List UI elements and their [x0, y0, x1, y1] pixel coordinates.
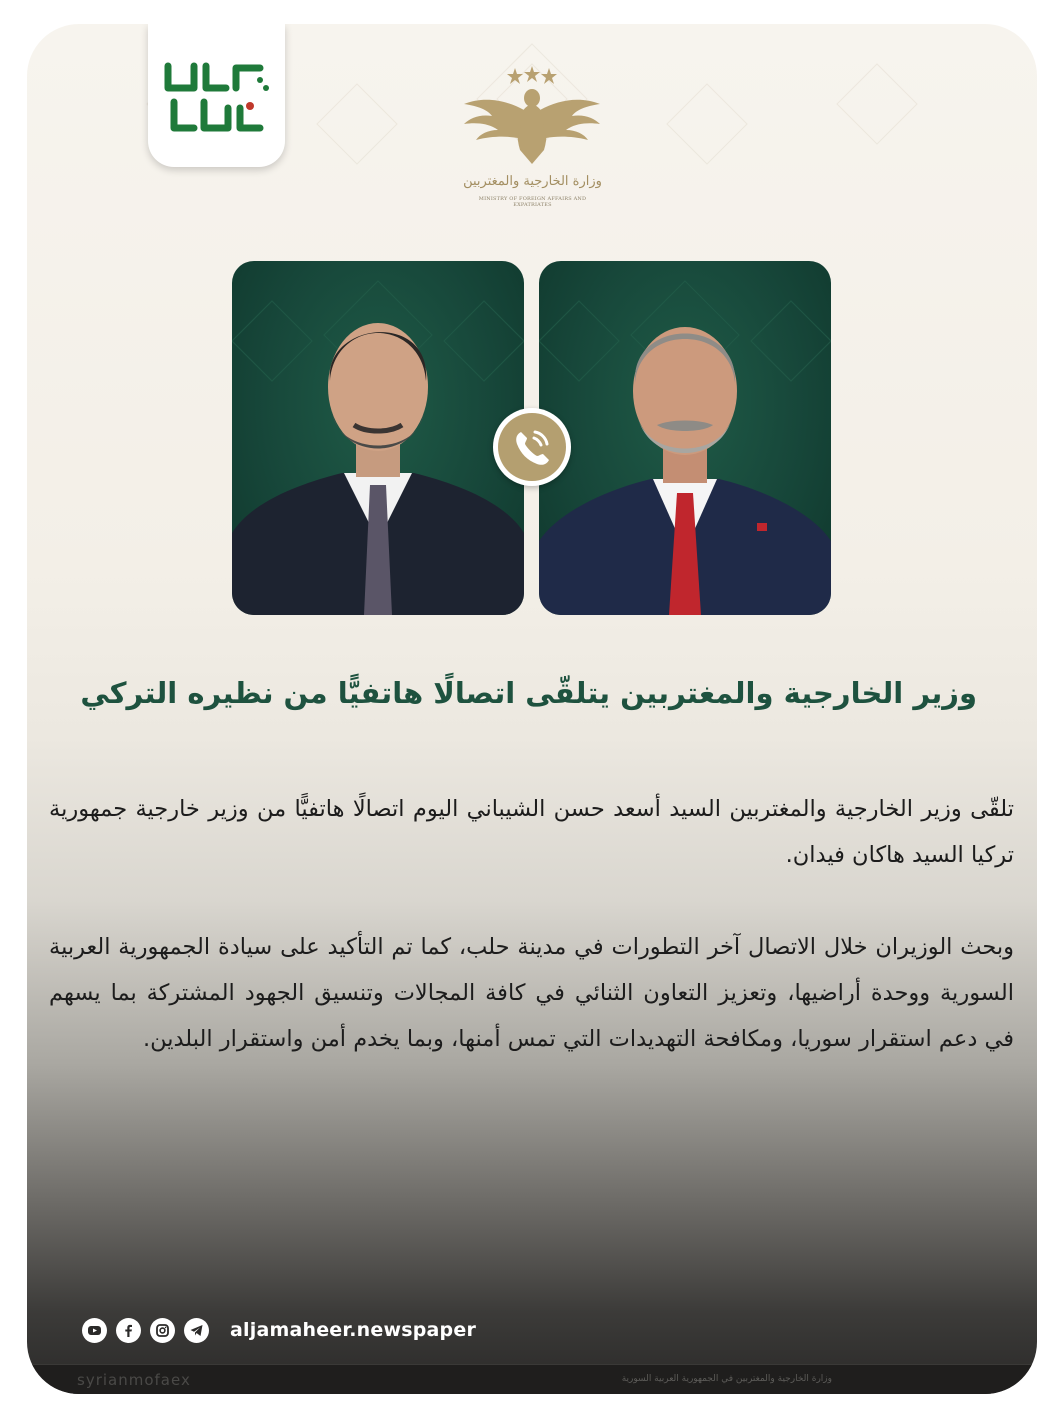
ministry-name-en: MINISTRY OF FOREIGN AFFAIRS AND EXPATRIATES [478, 196, 587, 208]
social-handle[interactable]: aljamaheer.newspaper [230, 1319, 477, 1341]
phone-call-icon [507, 422, 557, 472]
ministry-name-ar: وزارة الخارجية والمغتربين [463, 174, 602, 189]
news-card [27, 24, 1037, 1394]
photo-right-fidan [539, 261, 831, 615]
ministry-caption: وزارة الخارجية والمغتربين في الجمهورية العربية السورية [621, 1374, 832, 1384]
facebook-icon[interactable] [116, 1318, 141, 1343]
portrait-fidan [539, 261, 831, 615]
photo-left-shaibani [232, 261, 524, 615]
article-headline: وزير الخارجية والمغتربين يتلقّى اتصالًا هاتفيًّا من نظيره التركي [80, 676, 977, 710]
youtube-icon[interactable] [82, 1318, 107, 1343]
ministry-footer-strip [27, 1364, 1037, 1394]
instagram-icon[interactable] [150, 1318, 175, 1343]
ministry-emblem [460, 64, 605, 214]
social-footer [82, 1312, 476, 1348]
logo-mark-icon [160, 58, 272, 138]
eagle-icon [460, 64, 605, 174]
article-paragraph-1: تلقّى وزير الخارجية والمغتربين السيد أسعد حسن الشيباني اليوم اتصالًا هاتفيًّا من وزير خارجية جمهورية تركيا السيد هاكان فيدان. [49, 796, 1014, 868]
article-paragraph-2: وبحث الوزيران خلال الاتصال آخر التطورات في مدينة حلب، كما تم التأكيد على سيادة الجمهورية العربية السورية ووحدة أراضيها، وتعزيز التعاون الثنائي في كافة المجالات وتنسيق الجهود المشتركة بما يسهم في دعم استقرار سوريا، ومكافحة التهديدات التي تمس أمنها، وبما يخدم أمن واستقرار البلدين. [49, 934, 1014, 1052]
phone-call-badge [493, 408, 571, 486]
portrait-shaibani [232, 261, 524, 615]
telegram-icon[interactable] [184, 1318, 209, 1343]
ministry-handle: syrianmofaex [77, 1371, 191, 1389]
aljamaheer-logo[interactable] [148, 24, 285, 167]
